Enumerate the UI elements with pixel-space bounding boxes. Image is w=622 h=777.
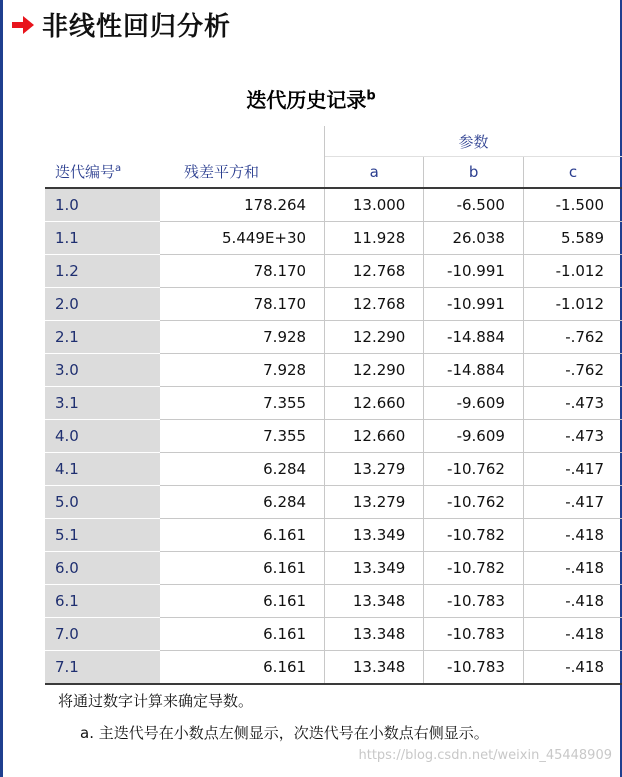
parameters-group-header: 参数 bbox=[325, 126, 622, 157]
rss-cell: 178.264 bbox=[160, 188, 325, 222]
param-b-cell: -10.783 bbox=[424, 651, 524, 685]
param-a-cell: 13.279 bbox=[325, 453, 424, 486]
output-header bbox=[12, 6, 231, 43]
param-a-cell: 13.349 bbox=[325, 519, 424, 552]
param-c-cell: -.417 bbox=[523, 486, 622, 519]
param-c-cell: -.418 bbox=[523, 552, 622, 585]
iteration-cell: 7.0 bbox=[45, 618, 160, 651]
param-b-cell: -10.782 bbox=[424, 519, 524, 552]
table-row bbox=[45, 618, 622, 651]
param-a-cell: 12.290 bbox=[325, 321, 424, 354]
param-b-cell: -10.762 bbox=[424, 486, 524, 519]
param-c-cell: -.762 bbox=[523, 321, 622, 354]
table-row bbox=[45, 222, 622, 255]
param-c-cell: 5.589 bbox=[523, 222, 622, 255]
table-body bbox=[45, 188, 622, 684]
left-frame-border bbox=[0, 0, 3, 777]
param-c-column-header: c bbox=[523, 157, 622, 189]
param-a-cell: 12.290 bbox=[325, 354, 424, 387]
table-row bbox=[45, 519, 622, 552]
table-row bbox=[45, 651, 622, 685]
group-header-row bbox=[45, 126, 622, 157]
rss-cell: 6.161 bbox=[160, 618, 325, 651]
watermark: https://blog.csdn.net/weixin_45448909 bbox=[358, 748, 612, 763]
table-row bbox=[45, 188, 622, 222]
rss-cell: 5.449E+30 bbox=[160, 222, 325, 255]
param-a-cell: 11.928 bbox=[325, 222, 424, 255]
iteration-cell: 5.1 bbox=[45, 519, 160, 552]
table-row bbox=[45, 288, 622, 321]
rss-cell: 7.928 bbox=[160, 321, 325, 354]
footnote-derivatives: 将通过数字计算来确定导数。 bbox=[58, 692, 254, 710]
rss-cell: 6.161 bbox=[160, 519, 325, 552]
rss-cell: 7.928 bbox=[160, 354, 325, 387]
iteration-cell: 6.0 bbox=[45, 552, 160, 585]
empty-header-cell bbox=[45, 126, 160, 157]
iteration-cell: 4.1 bbox=[45, 453, 160, 486]
page-title: 非线性回归分析 bbox=[42, 12, 232, 42]
iteration-cell: 1.0 bbox=[45, 188, 160, 222]
param-b-cell: -10.762 bbox=[424, 453, 524, 486]
rss-cell: 7.355 bbox=[160, 420, 325, 453]
param-b-cell: 26.038 bbox=[424, 222, 524, 255]
param-c-cell: -1.012 bbox=[523, 288, 622, 321]
param-c-cell: -.418 bbox=[523, 519, 622, 552]
iteration-cell: 1.2 bbox=[45, 255, 160, 288]
table-title-text: 迭代历史记录 bbox=[246, 88, 367, 112]
param-a-column-header: a bbox=[325, 157, 424, 189]
rss-cell: 78.170 bbox=[160, 255, 325, 288]
param-a-cell: 12.660 bbox=[325, 420, 424, 453]
iteration-cell: 7.1 bbox=[45, 651, 160, 685]
param-a-cell: 13.348 bbox=[325, 618, 424, 651]
param-c-cell: -.418 bbox=[523, 651, 622, 685]
param-c-cell: -.418 bbox=[523, 585, 622, 618]
iteration-cell: 5.0 bbox=[45, 486, 160, 519]
param-a-cell: 13.348 bbox=[325, 585, 424, 618]
param-b-cell: -10.783 bbox=[424, 618, 524, 651]
param-b-cell: -6.500 bbox=[424, 188, 524, 222]
table-title bbox=[0, 84, 622, 113]
table-row bbox=[45, 552, 622, 585]
table-row bbox=[45, 387, 622, 420]
param-a-cell: 13.279 bbox=[325, 486, 424, 519]
table-row bbox=[45, 321, 622, 354]
rss-cell: 6.161 bbox=[160, 552, 325, 585]
param-a-cell: 13.348 bbox=[325, 651, 424, 685]
param-a-cell: 12.768 bbox=[325, 288, 424, 321]
table-row bbox=[45, 453, 622, 486]
iteration-cell: 2.0 bbox=[45, 288, 160, 321]
iteration-history-table bbox=[45, 126, 622, 685]
param-a-cell: 12.768 bbox=[325, 255, 424, 288]
param-b-cell: -10.991 bbox=[424, 288, 524, 321]
table-row bbox=[45, 255, 622, 288]
iteration-cell: 4.0 bbox=[45, 420, 160, 453]
rss-cell: 6.161 bbox=[160, 585, 325, 618]
param-b-cell: -9.609 bbox=[424, 420, 524, 453]
param-b-cell: -14.884 bbox=[424, 354, 524, 387]
rss-cell: 6.161 bbox=[160, 651, 325, 685]
param-c-cell: -.418 bbox=[523, 618, 622, 651]
param-a-cell: 13.349 bbox=[325, 552, 424, 585]
column-header-row bbox=[45, 157, 622, 189]
param-b-cell: -10.782 bbox=[424, 552, 524, 585]
param-c-cell: -.473 bbox=[523, 420, 622, 453]
param-b-column-header: b bbox=[424, 157, 524, 189]
param-c-cell: -.473 bbox=[523, 387, 622, 420]
param-c-cell: -.762 bbox=[523, 354, 622, 387]
param-b-cell: -10.991 bbox=[424, 255, 524, 288]
table-row bbox=[45, 486, 622, 519]
table-row bbox=[45, 585, 622, 618]
rss-cell: 7.355 bbox=[160, 387, 325, 420]
empty-header-cell bbox=[160, 126, 325, 157]
rss-column-header: 残差平方和 bbox=[160, 157, 325, 189]
iteration-cell: 2.1 bbox=[45, 321, 160, 354]
iteration-cell: 6.1 bbox=[45, 585, 160, 618]
iteration-cell: 1.1 bbox=[45, 222, 160, 255]
iteration-column-header: 迭代编号$^a$ bbox=[45, 157, 160, 189]
footnote-a: a. 主迭代号在小数点左侧显示，次迭代号在小数点右侧显示。 bbox=[80, 724, 489, 742]
param-a-cell: 13.000 bbox=[325, 188, 424, 222]
rss-cell: 6.284 bbox=[160, 453, 325, 486]
rss-cell: 78.170 bbox=[160, 288, 325, 321]
param-c-cell: -1.500 bbox=[523, 188, 622, 222]
param-b-cell: -14.884 bbox=[424, 321, 524, 354]
iteration-cell: 3.1 bbox=[45, 387, 160, 420]
param-b-cell: -9.609 bbox=[424, 387, 524, 420]
table-title-superscript: b bbox=[366, 88, 376, 104]
param-c-cell: -1.012 bbox=[523, 255, 622, 288]
table-row bbox=[45, 420, 622, 453]
param-b-cell: -10.783 bbox=[424, 585, 524, 618]
param-a-cell: 12.660 bbox=[325, 387, 424, 420]
iteration-cell: 3.0 bbox=[45, 354, 160, 387]
param-c-cell: -.417 bbox=[523, 453, 622, 486]
red-arrow-icon bbox=[12, 16, 34, 34]
rss-cell: 6.284 bbox=[160, 486, 325, 519]
table-row bbox=[45, 354, 622, 387]
